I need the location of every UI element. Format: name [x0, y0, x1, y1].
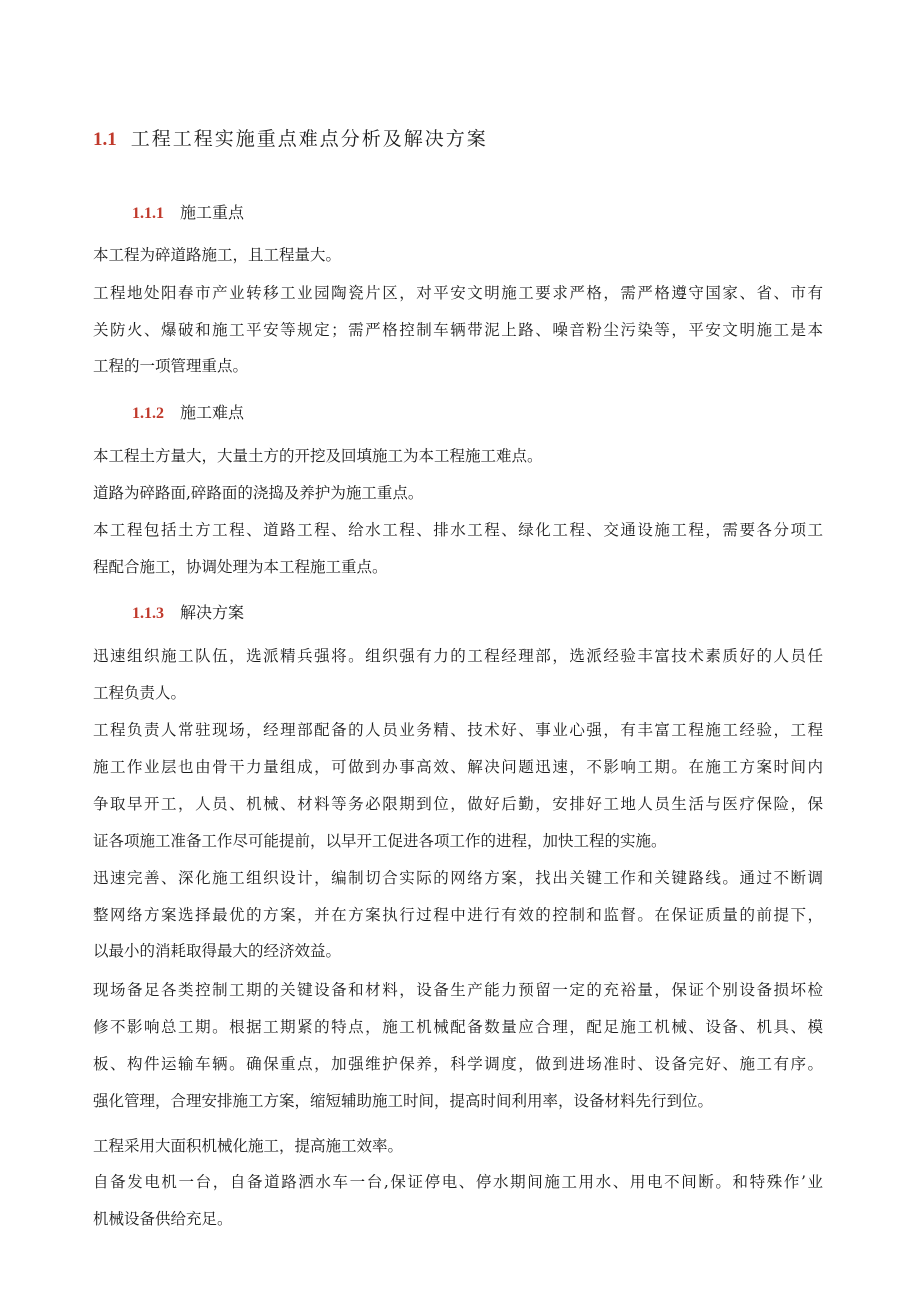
paragraph-line: 工程的一项管理重点。	[93, 357, 249, 375]
heading-section-3	[132, 600, 244, 623]
paragraph-line: 施工作业层也由骨干力量组成，可做到办事高效、解决问题迅速，不影响工期。在施工方案时间内	[93, 758, 823, 776]
paragraph-line: 本工程为碎道路施工，且工程量大。	[93, 246, 342, 264]
paragraph-line: 机械设备供给充足。	[93, 1210, 233, 1228]
paragraph-line: 程配合施工，协调处理为本工程施工重点。	[93, 558, 388, 576]
heading-1	[93, 124, 488, 151]
paragraph-line: 工程负责人。	[93, 684, 187, 702]
paragraph-line: 工程采用大面积机械化施工，提高施工效率。	[93, 1137, 404, 1155]
heading-1-title: 工程工程实施重点难点分析及解决方案	[130, 128, 488, 150]
heading-1-number: 1.1	[93, 129, 117, 150]
heading-section-2	[132, 400, 244, 423]
paragraph-line: 本工程土方量大，大量土方的开挖及回填施工为本工程施工难点。	[93, 447, 543, 465]
section-1-title: 施工重点	[180, 203, 245, 222]
paragraph-line: 证各项施工准备工作尽可能提前，以早开工促进各项工作的进程，加快工程的实施。	[93, 832, 667, 850]
paragraph-line: 本工程包括土方工程、道路工程、给水工程、排水工程、绿化工程、交通设施工程，需要各分项工	[93, 521, 823, 539]
paragraph-line: 整网络方案选择最优的方案，并在方案执行过程中进行有效的控制和监督。在保证质量的前提下，	[93, 906, 823, 924]
section-3-number: 1.1.3	[132, 605, 164, 622]
paragraph-line: 修不影响总工期。根据工期紧的特点，施工机械配备数量应合理，配足施工机械、设备、机具、模	[93, 1018, 823, 1036]
paragraph-line: 迅速组织施工队伍，选派精兵强将。组织强有力的工程经理部，选派经验丰富技术素质好的人员任	[93, 647, 823, 665]
paragraph-line: 工程负责人常驻现场，经理部配备的人员业务精、技术好、事业心强，有丰富工程施工经验，工程	[93, 721, 823, 739]
paragraph-line: 道路为碎路面,碎路面的浇捣及养护为施工重点。	[93, 484, 424, 502]
paragraph-line: 以最小的消耗取得最大的经济效益。	[93, 942, 342, 960]
paragraph-line: 关防火、爆破和施工平安等规定；需严格控制车辆带泥上路、噪音粉尘污染等，平安文明施工是本	[93, 321, 823, 339]
section-3-title: 解决方案	[180, 603, 245, 622]
paragraph-line: 强化管理，合理安排施工方案，缩短辅助施工时间，提高时间利用率，设备材料先行到位。	[93, 1092, 714, 1110]
paragraph-line: 工程地处阳春市产业转移工业园陶瓷片区，对平安文明施工要求严格，需严格遵守国家、省、市有	[93, 284, 823, 302]
paragraph-line: 板、构件运输车辆。确保重点，加强维护保养，科学调度，做到进场准时、设备完好、施工有序。	[93, 1055, 823, 1073]
heading-section-1	[132, 200, 244, 223]
section-2-title: 施工难点	[180, 403, 245, 422]
section-1-number: 1.1.1	[132, 205, 164, 222]
paragraph-line: 现场备足各类控制工期的关键设备和材料，设备生产能力预留一定的充裕量，保证个别设备损坏检	[93, 981, 823, 999]
paragraph-line: 自备发电机一台，自备道路洒水车一台,保证停电、停水期间施工用水、用电不间断。和特殊作’业	[93, 1173, 823, 1191]
paragraph-line: 争取早开工，人员、机械、材料等务必限期到位，做好后勤，安排好工地人员生活与医疗保险，保	[93, 795, 823, 813]
section-2-number: 1.1.2	[132, 405, 164, 422]
paragraph-line: 迅速完善、深化施工组织设计，编制切合实际的网络方案，找出关键工作和关键路线。通过不断调	[93, 869, 823, 887]
